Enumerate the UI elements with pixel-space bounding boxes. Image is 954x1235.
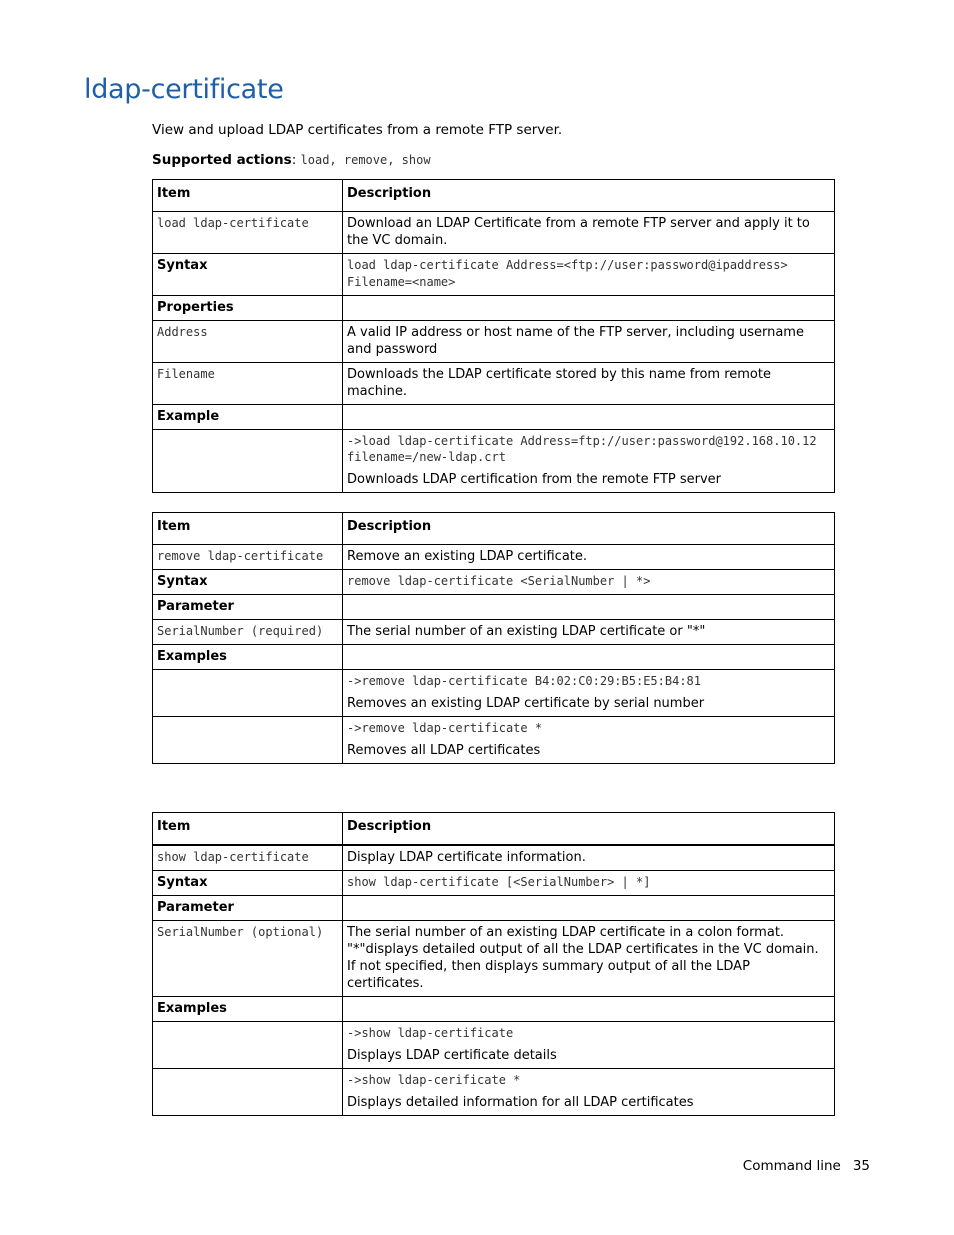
show-command-table xyxy=(152,812,835,1116)
syntax-label: Syntax xyxy=(153,570,343,595)
example-cell xyxy=(343,717,835,764)
parameter-description: The serial number of an existing LDAP certificate in a colon format. "*"displays detailed output of all the LDAP certificates in the VC domain. If not specified, then displays summary output of all the LDAP certificates. xyxy=(343,921,835,997)
command-name: remove ldap-certificate xyxy=(157,549,324,563)
examples-label: Examples xyxy=(153,645,343,670)
command-cell xyxy=(153,545,343,570)
table-header-row xyxy=(153,813,835,846)
example-code: ->show ldap-certificate xyxy=(347,1026,514,1040)
example-code: ->load ldap-certificate Address=ftp://user:password@192.168.10.12 filename=/new-ldap.crt xyxy=(347,434,817,464)
table-row xyxy=(153,430,835,493)
table-row xyxy=(153,717,835,764)
empty-cell xyxy=(153,430,343,493)
properties-label: Properties xyxy=(153,296,343,321)
example-description: Displays LDAP certificate details xyxy=(347,1048,557,1063)
empty-cell xyxy=(153,1022,343,1069)
empty-cell xyxy=(343,296,835,321)
empty-cell xyxy=(343,405,835,430)
description-header: Description xyxy=(343,813,835,846)
property-description: Downloads the LDAP certificate stored by this name from remote machine. xyxy=(343,363,835,405)
intro-text: View and upload LDAP certificates from a remote FTP server. xyxy=(152,122,563,138)
property-name: Address xyxy=(157,325,208,339)
page-number: 35 xyxy=(852,1158,870,1174)
syntax-value: load ldap-certificate Address=<ftp://user:password@ipaddress> Filename=<name> xyxy=(347,258,788,289)
example-description: Downloads LDAP certification from the remote FTP server xyxy=(347,472,722,487)
syntax-cell xyxy=(343,570,835,595)
table-row xyxy=(153,212,835,254)
empty-cell xyxy=(343,997,835,1022)
syntax-cell xyxy=(343,254,835,296)
table-row xyxy=(153,670,835,717)
command-description: Remove an existing LDAP certificate. xyxy=(343,545,835,570)
table-row xyxy=(153,997,835,1022)
load-command-table xyxy=(152,179,835,493)
syntax-value: remove ldap-certificate <SerialNumber | *> xyxy=(347,574,651,588)
table-row xyxy=(153,896,835,921)
parameter-cell xyxy=(153,620,343,645)
property-description: A valid IP address or host name of the FTP server, including username and password xyxy=(343,321,835,363)
example-label: Example xyxy=(153,405,343,430)
example-description: Removes all LDAP certificates xyxy=(347,743,541,758)
page-footer xyxy=(720,1158,870,1174)
property-name: Filename xyxy=(157,367,215,381)
description-header: Description xyxy=(343,513,835,545)
page-title: ldap-certificate xyxy=(84,74,284,105)
command-name: show ldap-certificate xyxy=(157,850,309,864)
item-header: Item xyxy=(153,513,343,545)
example-description: Removes an existing LDAP certificate by serial number xyxy=(347,696,705,711)
table-row xyxy=(153,871,835,896)
table-row xyxy=(153,845,835,871)
command-cell xyxy=(153,212,343,254)
parameter-name: SerialNumber (required) xyxy=(157,624,324,638)
table-row xyxy=(153,545,835,570)
parameter-label: Parameter xyxy=(153,595,343,620)
example-cell xyxy=(343,1022,835,1069)
command-cell xyxy=(153,845,343,871)
table-row xyxy=(153,1069,835,1116)
table-row xyxy=(153,921,835,997)
table-row xyxy=(153,405,835,430)
supported-actions xyxy=(152,152,431,168)
remove-command-table xyxy=(152,512,835,764)
item-header: Item xyxy=(153,813,343,846)
example-code: ->remove ldap-certificate B4:02:C0:29:B5:E5:B4:81 xyxy=(347,674,702,688)
empty-cell xyxy=(343,595,835,620)
empty-cell xyxy=(153,1069,343,1116)
item-header: Item xyxy=(153,180,343,212)
table-row xyxy=(153,620,835,645)
syntax-value: show ldap-certificate [<SerialNumber> | *] xyxy=(347,875,651,889)
empty-cell xyxy=(343,645,835,670)
table-row xyxy=(153,645,835,670)
example-cell xyxy=(343,1069,835,1116)
table-header-row xyxy=(153,180,835,212)
table-row xyxy=(153,254,835,296)
empty-cell xyxy=(153,717,343,764)
syntax-label: Syntax xyxy=(153,254,343,296)
table-row xyxy=(153,595,835,620)
table-row xyxy=(153,1022,835,1069)
table-row xyxy=(153,363,835,405)
command-description: Download an LDAP Certificate from a remote FTP server and apply it to the VC domain. xyxy=(343,212,835,254)
description-header: Description xyxy=(343,180,835,212)
example-code: ->show ldap-cerificate * xyxy=(347,1073,521,1087)
property-cell xyxy=(153,321,343,363)
property-cell xyxy=(153,363,343,405)
supported-actions-list: load, remove, show xyxy=(300,153,431,167)
supported-actions-separator: : xyxy=(291,152,301,168)
empty-cell xyxy=(153,670,343,717)
command-description: Display LDAP certificate information. xyxy=(343,845,835,871)
table-row xyxy=(153,296,835,321)
parameter-cell xyxy=(153,921,343,997)
syntax-cell xyxy=(343,871,835,896)
parameter-description: The serial number of an existing LDAP certificate or "*" xyxy=(343,620,835,645)
example-cell xyxy=(343,670,835,717)
example-code: ->remove ldap-certificate * xyxy=(347,721,543,735)
table-row xyxy=(153,321,835,363)
table-header-row xyxy=(153,513,835,545)
supported-actions-label: Supported actions xyxy=(152,152,292,168)
parameter-label: Parameter xyxy=(153,896,343,921)
table-row xyxy=(153,570,835,595)
example-cell xyxy=(343,430,835,493)
examples-label: Examples xyxy=(153,997,343,1022)
syntax-label: Syntax xyxy=(153,871,343,896)
empty-cell xyxy=(343,896,835,921)
example-description: Displays detailed information for all LDAP certificates xyxy=(347,1095,694,1110)
footer-section: Command line xyxy=(742,1158,841,1174)
parameter-name: SerialNumber (optional) xyxy=(157,925,324,939)
command-name: load ldap-certificate xyxy=(157,216,309,230)
